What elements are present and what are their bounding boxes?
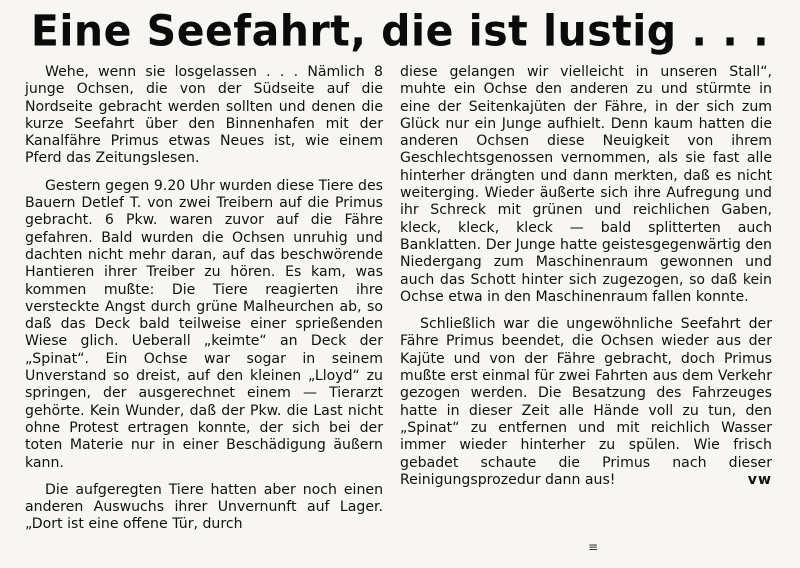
paragraph-conclusion	[400, 316, 772, 489]
left-column	[25, 64, 383, 534]
paragraph-door: Die aufgeregten Tiere hatten aber noch einen anderen Auswuchs ihrer Unvernunft auf Lager. „Dort ist eine offene Tür, durch	[25, 481, 383, 533]
paragraph-cabin: diese gelangen wir vielleicht in unseren Stall“, muhte ein Ochse den anderen zu und stürmte in eine der Seitenkajüten der Fähre, in der sich zum Glück nur ein Junge aufhielt. Denn kaum hatten die anderen Ochsen diese Neuigkeit von ihrem Geschlechtsgenossen vernommen, als sie fast alle hinterher drängten und dann merkten, daß es nicht weiterging. Wieder äußerte sich ihre Aufregung und ihr Schreck mit grünen und reichlichen Gaben, kleck, kleck, kleck — bald splitterten auch Banklatten. Der Junge hatte geistesgegenwärtig den Niedergang zum Maschinenraum gewonnen und auch das Schott hinter sich zugezogen, so daß kein Ochse etwa in den Maschinenraum fallen konnte.	[400, 64, 772, 305]
paragraph-conclusion-text: Schließlich war die ungewöhnliche Seefahrt der Fähre Primus beendet, die Ochsen wieder aus der Kajüte und von der Fähre gebracht, doch Primus mußte erst einmal für zwei Fahrten aus dem Verkehr gezogen werden. Die Besatzung des Fahrzeuges hatte in dieser Zeit alle Hände voll zu tun, den „Spinat“ zu entfernen und mit reichlich Wasser immer wieder hinterher zu spülen. Wie frisch gebadet schaute die Primus nach dieser Reinigungsprozedur dann aus!	[400, 316, 772, 488]
column-divider	[391, 70, 392, 540]
headline: Eine Seefahrt, die ist lustig . . .	[30, 5, 770, 57]
end-mark: ≡	[588, 540, 598, 554]
author-signature: vw	[747, 471, 772, 488]
right-column	[400, 64, 772, 489]
paragraph-intro: Wehe, wenn sie losgelassen . . . Nämlich 8 junge Ochsen, die von der Südseite auf die Nordseite gebracht werden sollten und denen die kurze Seefahrt über den Binnenhafen mit der Kanalfähre Primus etwas Neues ist, wie einem Pferd das Zeitungslesen.	[25, 64, 383, 167]
paragraph-incident: Gestern gegen 9.20 Uhr wurden diese Tiere des Bauern Detlef T. von zwei Treibern auf die Primus gebracht. 6 Pkw. waren zuvor auf die Fähre gefahren. Bald wurden die Ochsen unruhig und dachten nicht mehr daran, auf das beschwörende Hantieren ihrer Treiber zu hören. Es kam, was kommen mußte: Die Tiere reagierten ihre versteckte Angst durch grüne Malheurchen ab, so daß das Deck bald teilweise einer sprießenden Wiese glich. Ueberall „keimte“ an Deck der „Spinat“. Ein Ochse war sogar in seinem Unverstand so dreist, auf den kleinen „Lloyd“ zu springen, der ausgerechnet einem — Tierarzt gehörte. Kein Wunder, daß der Pkw. die Last nicht ohne Protest ertragen konnte, der sich bei der toten Materie nur in einer Beschädigung äußern kann.	[25, 177, 383, 471]
